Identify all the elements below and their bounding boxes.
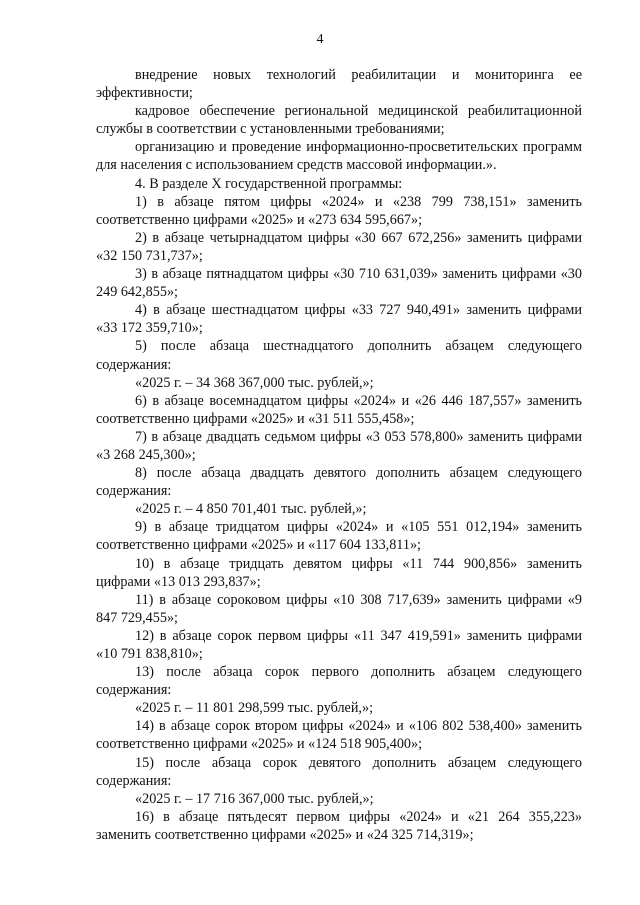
paragraph: 2) в абзаце четырнадцатом цифры «30 667 672,256» заменить цифрами «32 150 731,737»;	[96, 229, 582, 264]
paragraph: организацию и проведение информационно-просветительских программ для населения с использованием средств массовой информации.».	[96, 139, 582, 174]
paragraph: «2025 г. – 4 850 701,401 тыс. рублей,»;	[135, 501, 367, 518]
paragraph: 12) в абзаце сорок первом цифры «11 347 419,591» заменить цифрами «10 791 838,810»;	[96, 627, 582, 662]
paragraph: 13) после абзаца сорок первого дополнить абзацем следующего содержания:	[96, 664, 582, 699]
paragraph: «2025 г. – 17 716 367,000 тыс. рублей,»;	[135, 790, 374, 807]
paragraph: 8) после абзаца двадцать девятого дополнить абзацем следующего содержания:	[96, 465, 582, 500]
paragraph: 6) в абзаце восемнадцатом цифры «2024» и «26 446 187,557» заменить соответственно цифрами «2025» и «31 511 555,458»;	[96, 392, 582, 427]
paragraph: 9) в абзаце тридцатом цифры «2024» и «105 551 012,194» заменить соответственно цифрами «2025» и «117 604 133,811»;	[96, 519, 582, 554]
page-number: 4	[316, 32, 324, 47]
paragraph: 5) после абзаца шестнадцатого дополнить абзацем следующего содержания:	[96, 338, 582, 373]
paragraph: внедрение новых технологий реабилитации и мониторинга ее эффективности;	[96, 67, 582, 102]
paragraph: 14) в абзаце сорок втором цифры «2024» и «106 802 538,400» заменить соответственно цифрами «2025» и «124 518 905,400»;	[96, 718, 582, 753]
paragraph: 16) в абзаце пятьдесят первом цифры «2024» и «21 264 355,223» заменить соответственно цифрами «2025» и «24 325 714,319»;	[96, 808, 582, 843]
paragraph: 4) в абзаце шестнадцатом цифры «33 727 940,491» заменить цифрами «33 172 359,710»;	[96, 302, 582, 337]
document-body	[96, 66, 582, 844]
paragraph: кадровое обеспечение региональной медицинской реабилитационной службы в соответствии с установленными требованиями;	[96, 103, 582, 138]
paragraph: 11) в абзаце сороковом цифры «10 308 717,639» заменить цифрами «9 847 729,455»;	[96, 591, 582, 626]
paragraph: 4. В разделе X государственной программы:	[135, 175, 403, 192]
paragraph: 3) в абзаце пятнадцатом цифры «30 710 631,039» заменить цифрами «30 249 642,855»;	[96, 266, 582, 301]
paragraph: 10) в абзаце тридцать девятом цифры «11 744 900,856» заменить цифрами «13 013 293,837»;	[96, 555, 582, 590]
paragraph: 7) в абзаце двадцать седьмом цифры «3 053 578,800» заменить цифрами «3 268 245,300»;	[96, 428, 582, 463]
paragraph: «2025 г. – 34 368 367,000 тыс. рублей,»;	[135, 374, 374, 391]
paragraph: 15) после абзаца сорок девятого дополнить абзацем следующего содержания:	[96, 754, 582, 789]
paragraph: 1) в абзаце пятом цифры «2024» и «238 799 738,151» заменить соответственно цифрами «2025» и «273 634 595,667»;	[96, 193, 582, 228]
paragraph: «2025 г. – 11 801 298,599 тыс. рублей,»;	[135, 700, 374, 717]
